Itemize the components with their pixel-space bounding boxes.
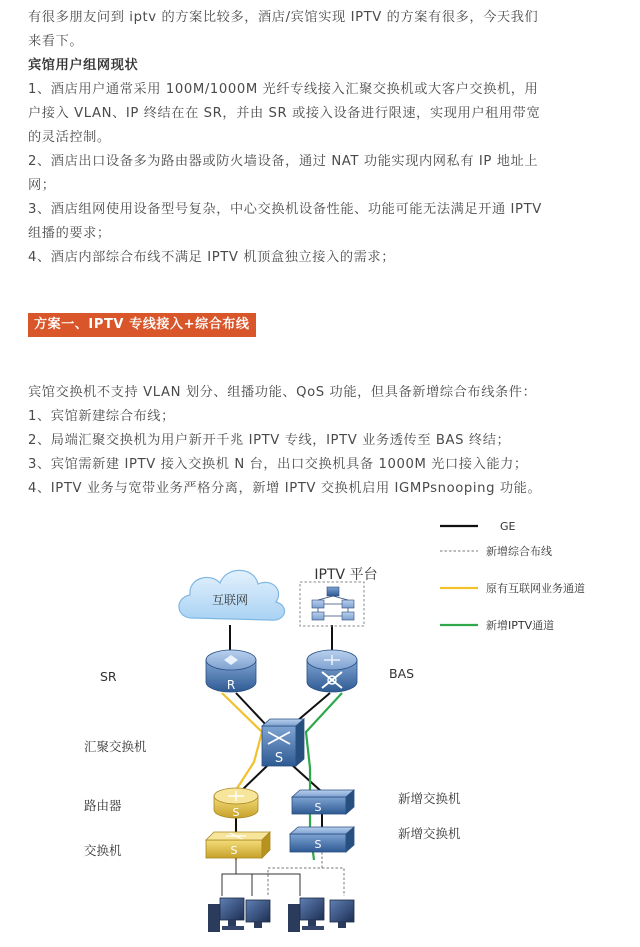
- plan-item-3: 3、宾馆需新建 IPTV 接入交换机 N 台，出口交换机具备 1000M 光口接入能力；: [28, 457, 528, 472]
- plan-item-4: 4、IPTV 业务与宽带业务严格分离，新增 IPTV 交换机启用 IGMPsnooping 功能。: [28, 481, 542, 496]
- intro-line-2: 来看下。: [28, 34, 84, 49]
- link-switch-pc1: [222, 858, 236, 896]
- status-item-2-line-1: 2、酒店出口设备多为路由器或防火墙设备，通过 NAT 功能实现内网私有 IP 地址上: [28, 154, 539, 169]
- status-item-1-line-1: 1、酒店用户通常采用 100M/1000M 光纤专线接入汇聚交换机或大客户交换机，用: [28, 82, 539, 97]
- iptv-node-3-icon: [312, 612, 324, 620]
- legend-original-label: 原有互联网业务通道: [486, 582, 585, 595]
- internet-cloud-icon: [179, 570, 285, 620]
- plan-item-1: 1、宾馆新建综合布线；: [28, 409, 175, 424]
- section-title: 宾馆用户组网现状: [28, 58, 139, 73]
- switch-icon: [206, 832, 270, 858]
- computer-group-2-icon: [288, 898, 354, 932]
- legend-ge-label: GE: [500, 520, 516, 533]
- iptv-node-2-icon: [342, 600, 354, 608]
- iptv-platform-label: IPTV 平台: [314, 567, 378, 583]
- link-newswitch-pc4: [322, 868, 344, 896]
- intro-line-1: 有很多朋友问到 iptv 的方案比较多，酒店/宾馆实现 IPTV 的方案有很多，今天我们: [28, 10, 539, 25]
- iptv-server-icon: [327, 587, 339, 596]
- label-new-switch-2: 新增交换机: [398, 826, 461, 841]
- new-switch-1-icon: [292, 790, 354, 814]
- status-item-1-line-2: 户接入 VLAN、IP 终结在在 SR，并由 SR 或接入设备进行限速，实现用户租用带宽: [28, 106, 541, 121]
- internet-cloud-label: 互联网: [211, 593, 249, 607]
- label-bas: BAS: [389, 666, 415, 681]
- aggregation-switch-letter: S: [274, 751, 284, 766]
- legend: [440, 520, 585, 632]
- link-agg-newswitch: [292, 765, 322, 792]
- legend-iptv-label: 新增IPTV通道: [486, 619, 555, 632]
- bas-router-icon: [307, 650, 357, 692]
- router-icon: [214, 788, 258, 819]
- label-switch: 交换机: [84, 843, 122, 858]
- new-switch-2-icon: [290, 827, 354, 852]
- label-new-switch-1: 新增交换机: [398, 791, 461, 806]
- status-item-4-line-1: 4、酒店内部综合布线不满足 IPTV 机顶盒独立接入的需求；: [28, 250, 396, 265]
- status-item-2-line-2: 网；: [28, 178, 56, 193]
- status-item-3-line-2: 组播的要求；: [28, 226, 111, 241]
- label-sr: SR: [100, 669, 117, 684]
- sr-router-letter: R: [226, 678, 236, 692]
- new-switch-2-letter: S: [314, 838, 322, 851]
- iptv-node-1-icon: [312, 600, 324, 608]
- status-item-1-line-3: 的灵活控制。: [28, 130, 111, 145]
- plan-item-2: 2、局端汇聚交换机为用户新开千兆 IPTV 专线，IPTV 业务透传至 BAS 终结；: [28, 433, 511, 448]
- iptv-platform: [300, 567, 378, 626]
- computer-group-1-icon: [208, 898, 270, 932]
- router-letter: S: [232, 806, 240, 819]
- sr-router-icon: [206, 650, 256, 692]
- label-aggregation: 汇聚交换机: [84, 739, 147, 754]
- status-item-3-line-1: 3、酒店组网使用设备型号复杂，中心交换机设备性能、功能可能无法满足开通 IPTV: [28, 202, 542, 217]
- link-switch-pc2: [236, 874, 252, 896]
- plan-banner: 方案一、IPTV 专线接入+综合布线: [28, 313, 256, 337]
- switch-letter: S: [230, 844, 238, 857]
- new-switch-1-letter: S: [314, 801, 322, 814]
- label-router: 路由器: [84, 798, 122, 813]
- aggregation-switch-icon: [262, 719, 304, 766]
- legend-cabling-label: 新增综合布线: [486, 545, 552, 558]
- plan-intro: 宾馆交换机不支持 VLAN 划分、组播功能、QoS 功能，但具备新增综合布线条件：: [28, 385, 537, 400]
- iptv-node-4-icon: [342, 612, 354, 620]
